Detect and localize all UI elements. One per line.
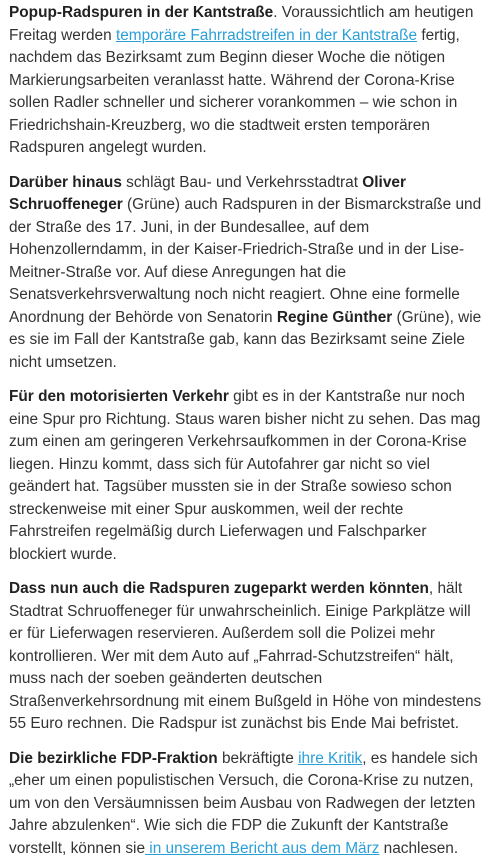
paragraph-text: schlägt Bau- und Verkehrsstadtrat bbox=[122, 174, 362, 191]
paragraph-text: , hält Stadtrat Schruoffeneger für unwahrscheinlich. Einige Parkplätze will er für Lieferwagen reservieren. Außerdem soll die Polizei mehr kontrollieren. Wer mit dem Auto auf „Fahrrad-Schutzstreifen“ hält, muss nach der soeben geänderten deutschen Straßenverkehrsordnung mit einem Bußgeld in Höhe von mindestens 55 Euro rechnen. Die Radspur ist zunächst bis Ende Mai befristet. bbox=[9, 580, 481, 732]
paragraph-lead: Popup-Radspuren in der Kantstraße bbox=[9, 4, 273, 21]
paragraph-lead: Dass nun auch die Radspuren zugeparkt werden könnten bbox=[9, 580, 429, 597]
paragraph-lead: Die bezirkliche FDP-Fraktion bbox=[9, 750, 218, 767]
paragraph-lead: Darüber hinaus bbox=[9, 174, 122, 191]
paragraph-zugeparkte-radspuren bbox=[9, 578, 483, 736]
paragraph-motorisierter-verkehr bbox=[9, 386, 483, 566]
link-ihre-kritik[interactable]: ihre Kritik bbox=[298, 750, 362, 767]
paragraph-text: , es handele sich „eher um einen populistischen Versuch, die Corona-Krise zu nutzen, um von den Versäumnissen beim Ausbau von Radwegen der letzten Jahre abzulenken“. Wie sich die FDP die Zukunft der Kantstraße vorstellt, können sie bbox=[9, 750, 478, 857]
link-temporaere-fahrradstreifen[interactable]: temporäre Fahrradstreifen in der Kantstraße bbox=[116, 27, 417, 44]
paragraph-weitere-radspuren bbox=[9, 172, 483, 375]
paragraph-lead: Für den motorisierten Verkehr bbox=[9, 388, 229, 405]
paragraph-text: bekräftigte bbox=[218, 750, 298, 767]
paragraph-text: fertig, nachdem das Bezirksamt zum Beginn dieser Woche die nötigen Markierungsarbeiten veranlasst hatte. Während der Corona-Krise sollen Radler schneller und sicherer vorankommen – wie schon in Friedrichshain-Kreuzberg, wo die stadtweit ersten temporären Radspuren angelegt wurden. bbox=[9, 27, 460, 157]
paragraph-text: (Grüne) auch Radspuren in der Bismarckstraße und der Straße des 17. Juni, in der Bundesallee, auf dem Hohenzollerndamm, in der Kaiser-Friedrich-Straße und in der Lise-Meitner-Straße vor. Auf diese Anregungen hat die Senatsverkehrsverwaltung noch nicht reagiert. Ohne eine formelle Anordnung der Behörde von Senatorin bbox=[9, 196, 481, 326]
paragraph-text: nachlesen. bbox=[379, 840, 458, 857]
paragraph-text: . Voraussichtlich am heutigen Freitag werden bbox=[9, 4, 473, 44]
paragraph-fdp-fraktion bbox=[9, 748, 483, 860]
paragraph-popup-radspuren bbox=[9, 2, 483, 160]
link-bericht-maerz[interactable]: in unserem Bericht aus dem März bbox=[145, 840, 379, 857]
person-name: Oliver Schruoffeneger bbox=[9, 174, 406, 214]
paragraph-text: (Grüne), wie es sie im Fall der Kantstraße gab, kann das Bezirksamt seine Ziele nicht umsetzen. bbox=[9, 309, 481, 371]
paragraph-text: gibt es in der Kantstraße nur noch eine Spur pro Richtung. Staus waren bisher nicht zu sehen. Das mag zum einen am geringeren Verkehrsaufkommen in der Corona-Krise liegen. Hinzu kommt, dass sich für Autofahrer gar nicht so viel geändert hat. Tagsüber mussten sie in der Straße sowieso schon streckenweise mit einer Spur auskommen, weil der rechte Fahrstreifen regelmäßig durch Lieferwagen und Falschparker blockiert wurde. bbox=[9, 388, 480, 563]
person-name: Regine Günther bbox=[277, 309, 392, 326]
